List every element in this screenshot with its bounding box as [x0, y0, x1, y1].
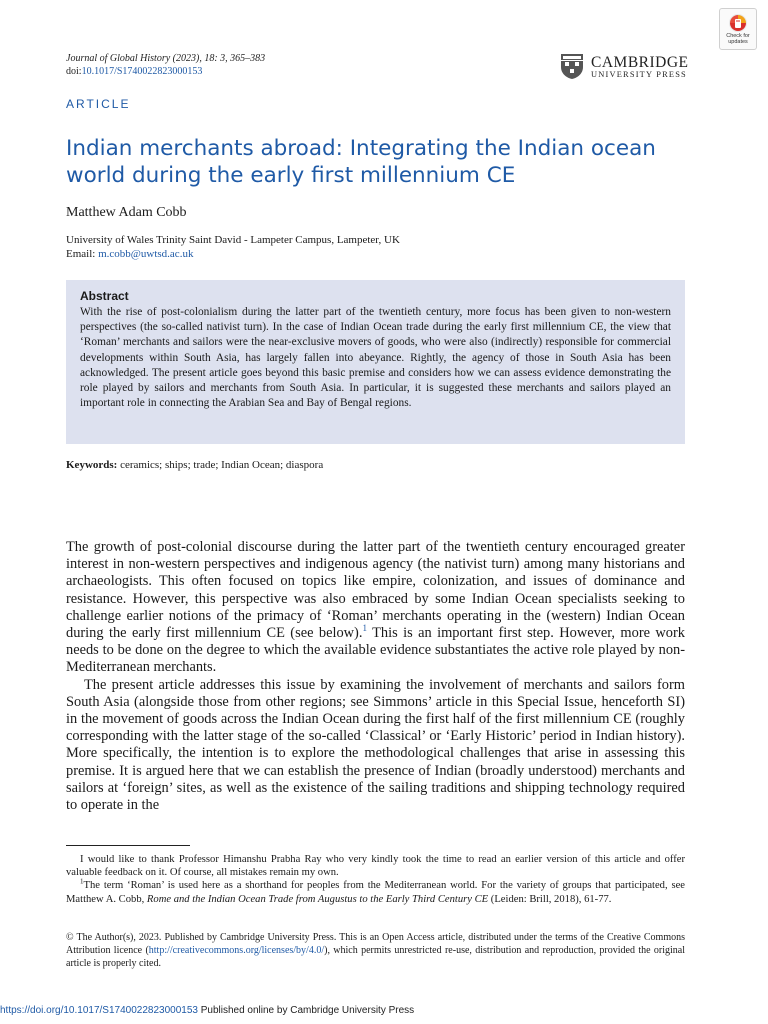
doi-line: [66, 65, 265, 78]
acknowledgement-note: I would like to thank Professor Himanshu Prabha Ray who very kindly took the time to read an earlier version of this article and offer valuable feedback on it. Of course, all mistakes remain my own.: [66, 854, 685, 879]
abstract-text: With the rise of post-colonialism during the latter part of the twentieth century, more focus has been given to non-western perspectives (the so-called nativist turn). In the case of Indian Ocean trade during the early first millennium CE, the view that ‘Roman’ merchants and sailors were the near-exclusive movers of goods, who were also (indirectly) responsible for commercial developments within South Asia, has largely fallen into abeyance. Rightly, the agency of those in South Asia has been acknowledged. The present article goes beyond this basic premise and considers how we can assess evidence demonstrating the role played by sailors and merchants from South Asia. In particular, it is suggested these merchants and sailors played an important role in connecting the Arabian Sea and Bay of Bengal regions.: [80, 306, 671, 410]
cambridge-crest-icon: [559, 52, 585, 80]
author-name: Matthew Adam Cobb: [66, 205, 187, 220]
check-for-updates-badge[interactable]: [719, 8, 757, 50]
cambridge-logo: [559, 52, 689, 82]
copyright-notice: [66, 932, 685, 970]
journal-citation: Journal of Global History (2023), 18: 3, 365–383: [66, 53, 266, 64]
footnote-1-book-title: Rome and the Indian Ocean Trade from Augustus to the Early Third Century CE: [146, 893, 489, 905]
doi-prefix: doi:: [66, 66, 82, 77]
footnote-1: [66, 879, 685, 905]
copyright-text-a: © The Author(s), 2023. Published by Cambridge University Press. This is an Open Access article, distributed under the terms of the Creative Commons Attribution licence (: [66, 932, 685, 956]
article-title: Indian merchants abroad: Integrating the Indian ocean world during the early first millennium CE: [66, 136, 656, 188]
journal-citation-block: [66, 52, 265, 78]
email-link[interactable]: m.cobb@uwtsd.ac.uk: [98, 248, 194, 260]
footnote-divider: [66, 845, 190, 846]
check-updates-label: Check for updates: [726, 33, 750, 45]
footnote-1-text-a: The term ‘Roman’ is used here as a shorthand for peoples from the Mediterranean world. For the variety of groups that participated, see Matthew A. Cobb,: [66, 880, 685, 905]
article-type-label: ARTICLE: [66, 97, 131, 111]
keywords-label: Keywords:: [66, 459, 118, 471]
affiliation-block: [66, 233, 400, 261]
body-p1-text: The growth of post-colonial discourse during the latter part of the twentieth century encouraged greater interest in non-western perspectives and indigenous agency (the nativist turn) among many historians and archaeologists. This often focused on topics like empire, colonization, and issues of dominance and resistance. However, this perspective was also embraced by some Indian Ocean specialists seeking to challenge earlier notions of the primacy of ‘Roman’ merchants operating in the (western) Indian Ocean during the early first millennium CE (see below).: [66, 539, 685, 642]
body-paragraph-1: [66, 539, 685, 677]
email-line: [66, 247, 400, 261]
body-paragraph-2: The present article addresses this issue by examining the involvement of merchants and sailors form South Asia (alongside those from other regions; see Simmons’ article in this Special Issue, henceforth SI) in the movement of goods across the Indian Ocean during the first half of the first millennium CE (roughly corresponding with the latter stage of the so-called ‘Classical’ or ‘Early Historic’ period in Indian history). More specifically, the intention is to explore the methodological challenges that arise in assessing this premise. It is argued here that we can establish the presence of Indian (broadly understood) merchants and sailors at ‘foreign’ sites, as well as the existence of the sailing traditions and shipping technology required to operate in the: [66, 676, 685, 814]
footer-doi-link[interactable]: https://doi.org/10.1017/S1740022823000153: [0, 1005, 198, 1016]
copyright-text-b: ), which permits unrestricted re-use, distribution and reproduction, provided the original article is properly cited.: [66, 944, 685, 969]
body-text: [66, 539, 685, 814]
body-p1-end: This is an important first step. However, more work needs to be done on the degree to which the available evidence substantiates the active role played by non-Mediterranean merchants.: [66, 625, 685, 676]
abstract-heading: Abstract: [80, 289, 129, 303]
footnotes: [66, 853, 685, 906]
footnote-ref-1[interactable]: 1: [362, 623, 367, 634]
affiliation: University of Wales Trinity Saint David - Lampeter Campus, Lampeter, UK: [66, 234, 400, 246]
publisher-name: CAMBRIDGE: [591, 54, 689, 71]
check-updates-icon: [728, 13, 748, 33]
keywords-list: ceramics; ships; trade; Indian Ocean; diaspora: [120, 459, 324, 471]
publisher-subname: UNIVERSITY PRESS: [591, 70, 687, 79]
licence-link[interactable]: http://creativecommons.org/licenses/by/4.0/: [148, 944, 325, 956]
footnote-1-text-b: (Leiden: Brill, 2018), 61-77.: [488, 893, 612, 905]
footer-published: Published online by Cambridge University Press: [197, 1005, 415, 1016]
footnote-1-number: 1: [80, 877, 84, 886]
page-footer: [0, 1005, 414, 1016]
keywords-line: [66, 459, 323, 471]
email-label: Email:: [66, 248, 99, 260]
doi-link[interactable]: 10.1017/S1740022823000153: [81, 66, 203, 77]
